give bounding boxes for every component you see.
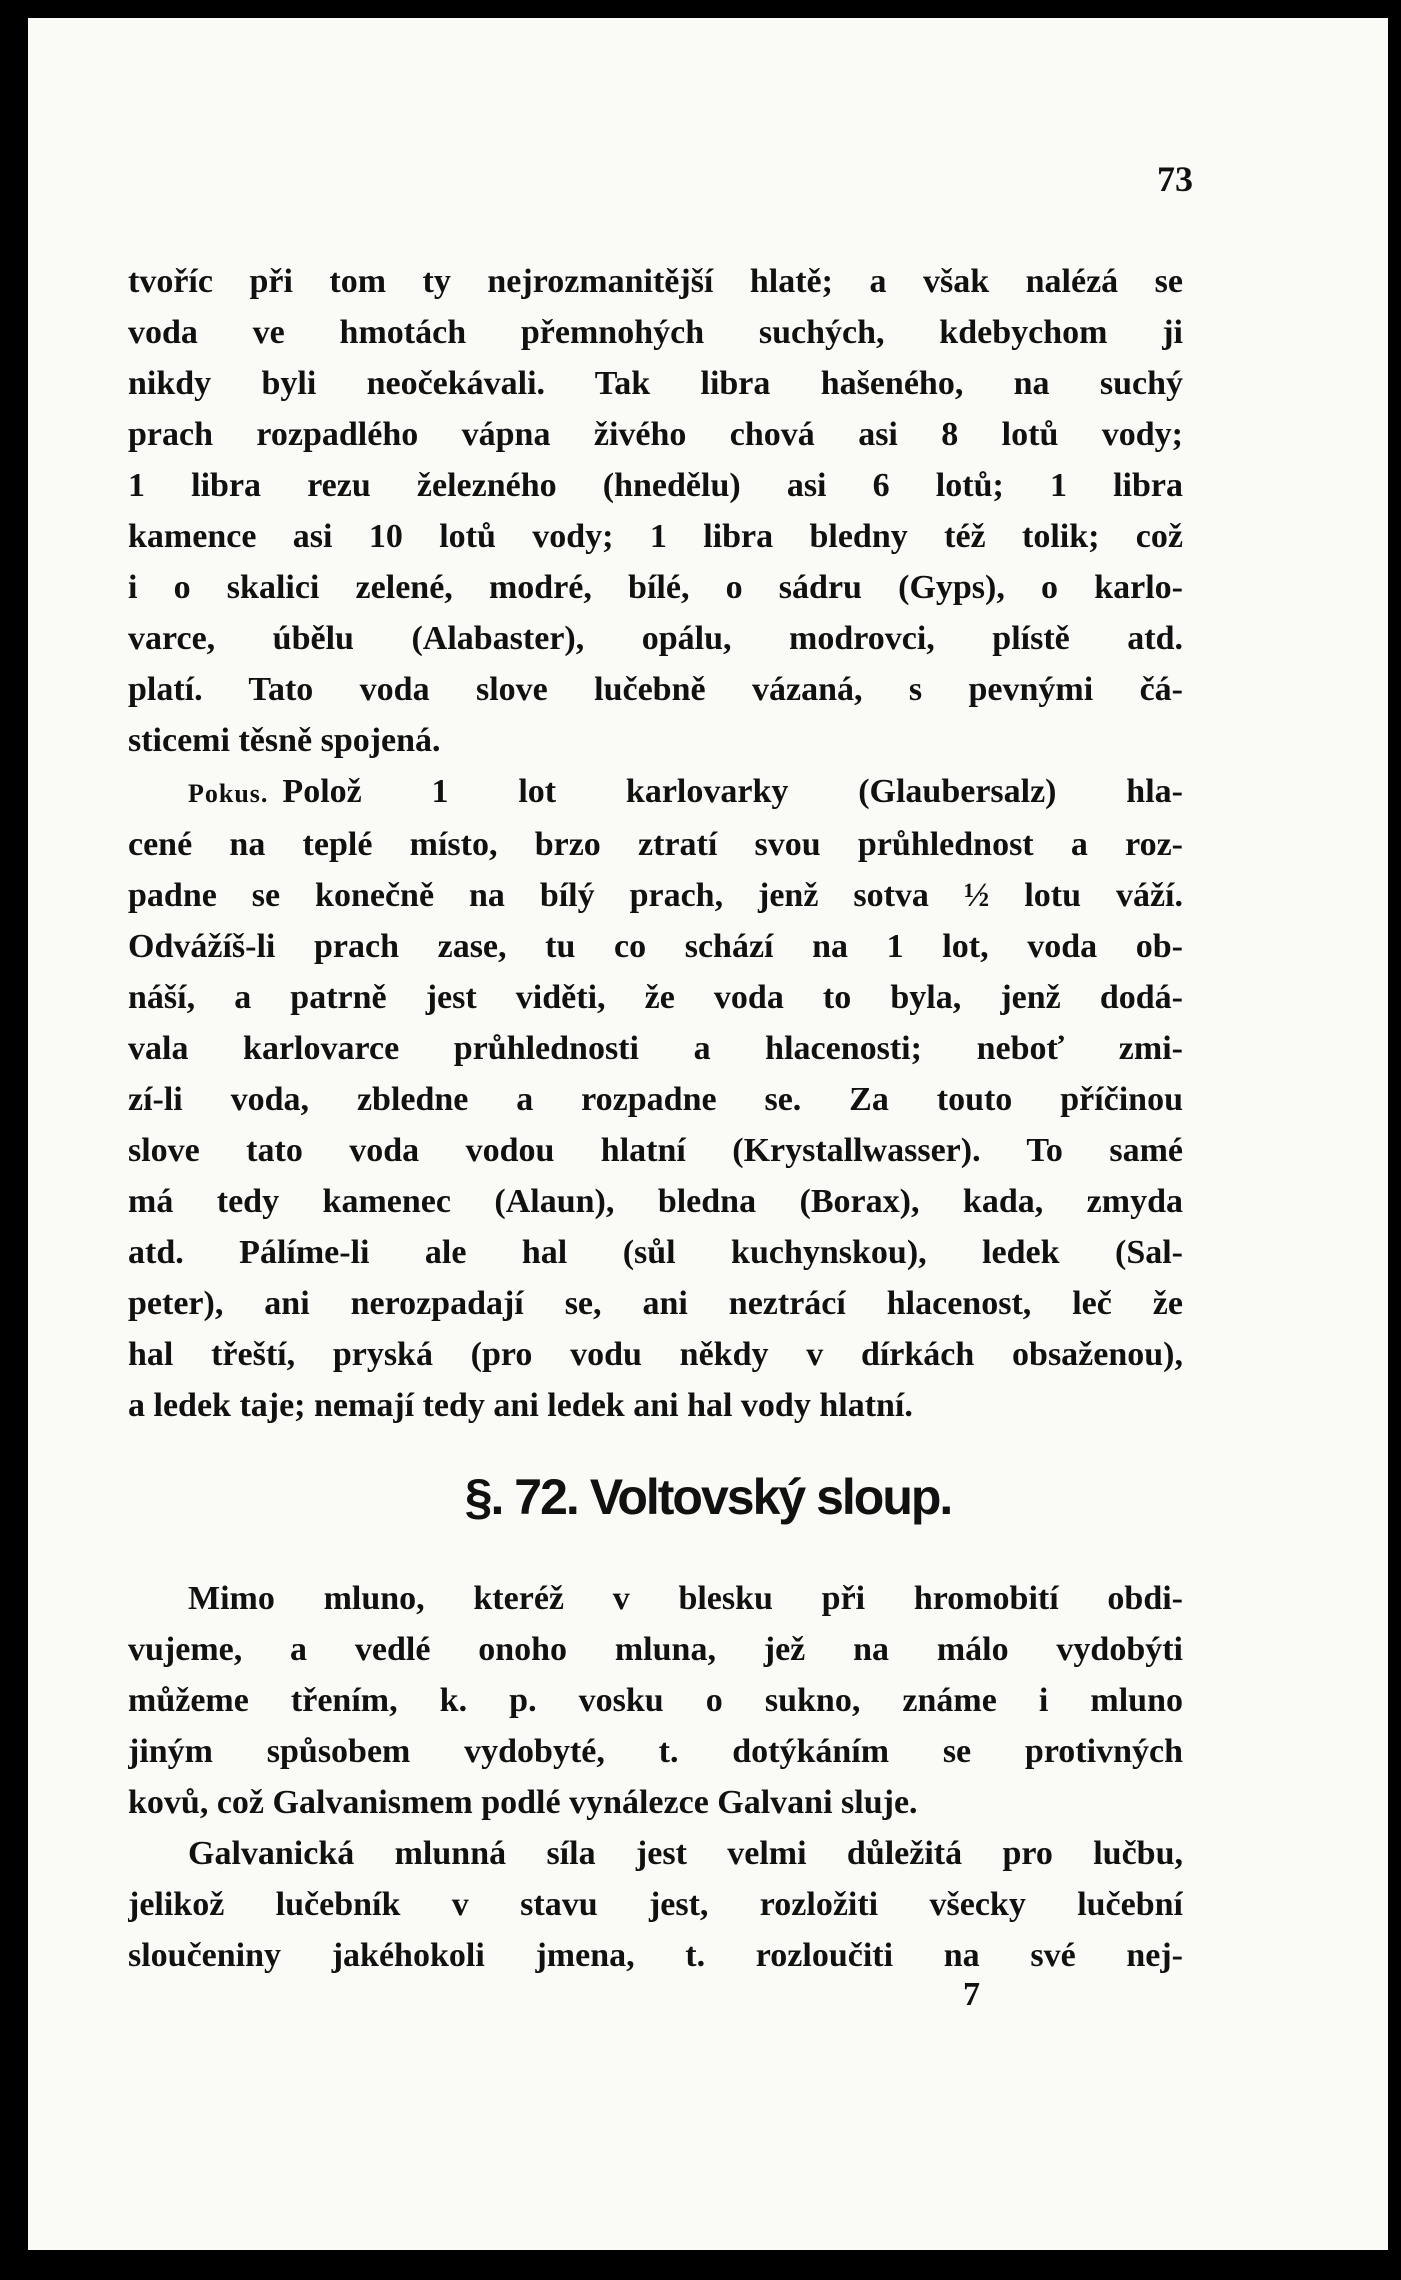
text-line-content: Polož 1 lot karlovarky (Glaubersalz) hla-: [282, 773, 1183, 810]
text-line: vujeme, a vedlé onoho mluna, jež na málo vydobýti: [128, 1631, 1183, 1668]
text-line: jelikož lučebník v stavu jest, rozložiti všecky lučební: [128, 1886, 1183, 1923]
paragraph-1: [128, 256, 1183, 766]
text-line: sticemi těsně spojená.: [128, 722, 441, 759]
page-number: 73: [1157, 159, 1193, 199]
section-heading: §. 72. Voltovský sloup.: [464, 1469, 952, 1525]
book-page: [28, 18, 1388, 2250]
text-line: cené na teplé místo, brzo ztratí svou průhlednost a roz-: [128, 826, 1183, 863]
text-line: Galvanická mlunná síla jest velmi důležitá pro lučbu,: [188, 1835, 1183, 1872]
paragraph-2: [128, 766, 1183, 1431]
text-line: atd. Pálíme-li ale hal (sůl kuchynskou), ledek (Sal-: [128, 1234, 1183, 1271]
text-line: jiným spůsobem vydobyté, t. dotýkáním se protivných: [128, 1733, 1183, 1770]
signature-mark: 7: [963, 1976, 980, 2013]
text-line: padne se konečně na bílý prach, jenž sotva ½ lotu váží.: [128, 877, 1183, 914]
paragraph-3: [128, 1573, 1183, 1828]
text-line: [128, 766, 1183, 819]
text-line: 1 libra rezu železného (hnedělu) asi 6 lotů; 1 libra: [128, 467, 1183, 504]
text-line: prach rozpadlého vápna živého chová asi 8 lotů vody;: [128, 416, 1183, 453]
text-line: zí-li voda, zbledne a rozpadne se. Za touto příčinou: [128, 1081, 1183, 1118]
text-line: slove tato voda vodou hlatní (Krystallwasser). To samé: [128, 1132, 1183, 1169]
paragraph-4: [128, 1828, 1183, 1981]
experiment-label: Pokus.: [188, 779, 269, 808]
text-line: hal třeští, pryská (pro vodu někdy v dírkách obsaženou),: [128, 1336, 1183, 1373]
text-line: náší, a patrně jest viděti, že voda to byla, jenž dodá-: [128, 979, 1183, 1016]
text-line: a ledek taje; nemají tedy ani ledek ani hal vody hlatní.: [128, 1387, 913, 1424]
text-line: tvoříc při tom ty nejrozmanitější hlatě; a však nalézá se: [128, 263, 1183, 300]
text-line: kovů, což Galvanismem podlé vynálezce Galvani sluje.: [128, 1784, 918, 1821]
text-line: nikdy byli neočekávali. Tak libra hašeného, na suchý: [128, 365, 1183, 402]
text-line: má tedy kamenec (Alaun), bledna (Borax), kada, zmyda: [128, 1183, 1183, 1220]
text-line: kamence asi 10 lotů vody; 1 libra bledny též tolik; což: [128, 518, 1183, 555]
text-line: Odvážíš-li prach zase, tu co schází na 1 lot, voda ob-: [128, 928, 1183, 965]
text-line: voda ve hmotách přemnohých suchých, kdebychom ji: [128, 314, 1183, 351]
text-line: vala karlovarce průhlednosti a hlacenosti; neboť zmi-: [128, 1030, 1183, 1067]
text-line: můžeme třením, k. p. vosku o sukno, známe i mluno: [128, 1682, 1183, 1719]
text-line: varce, úbělu (Alabaster), opálu, modrovci, plístě atd.: [128, 620, 1183, 657]
text-line: sloučeniny jakéhokoli jmena, t. rozloučiti na své nej-: [128, 1937, 1183, 1974]
text-line: i o skalici zelené, modré, bílé, o sádru (Gyps), o karlo-: [128, 569, 1183, 606]
text-line: peter), ani nerozpadají se, ani neztrácí hlacenost, leč že: [128, 1285, 1183, 1322]
text-line: platí. Tato voda slove lučebně vázaná, s pevnými čá-: [128, 671, 1183, 708]
text-line: Mimo mluno, kteréž v blesku při hromobití obdi-: [188, 1580, 1183, 1617]
